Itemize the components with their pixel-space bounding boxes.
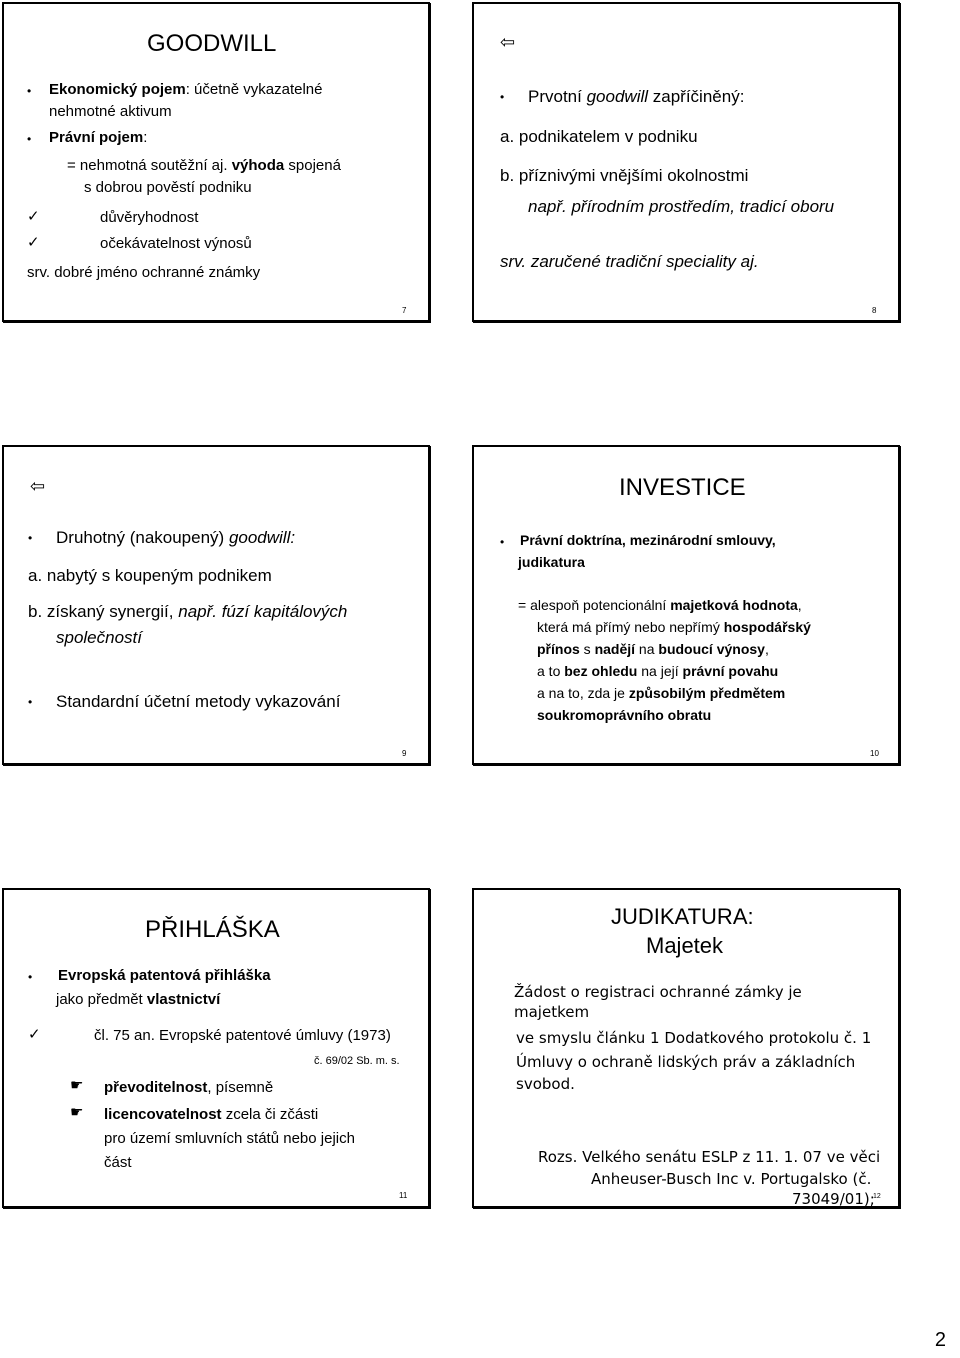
text-line: Anheuser-Busch Inc v. Portugalsko (č. xyxy=(591,1170,872,1188)
bullet-icon: • xyxy=(27,132,32,146)
text-line: srv. zaručené tradiční speciality aj. xyxy=(500,252,759,271)
text-line: nehmotné aktivum xyxy=(49,103,172,120)
text-line: licencovatelnost zcela či zčásti xyxy=(104,1106,319,1123)
slide-title: GOODWILL xyxy=(147,30,277,57)
slide-8 xyxy=(472,2,900,322)
text-line: důvěryhodnost xyxy=(100,209,199,226)
text-line: přínos s nadějí na budoucí výnosy, xyxy=(537,641,769,657)
text-line: např. přírodním prostředím, tradicí oboru xyxy=(528,197,835,216)
left-arrow-icon: ⇦ xyxy=(30,476,46,496)
text-line: převoditelnost, písemně xyxy=(104,1079,274,1096)
text-line: b. příznivými vnějšími okolnostmi xyxy=(500,166,749,185)
slide-number: 8 xyxy=(872,306,877,315)
text-line: čl. 75 an. Evropské patentové úmluvy (1973) xyxy=(94,1027,391,1044)
bullet-icon: • xyxy=(28,695,33,709)
text-line: s dobrou pověstí podniku xyxy=(84,179,252,196)
text-line: = nehmotná soutěžní aj. výhoda spojená xyxy=(67,157,341,174)
text-line: která má přímý nebo nepřímý hospodářský xyxy=(537,619,811,635)
pointing-hand-icon: ☛ xyxy=(70,1077,84,1094)
text-line: a. nabytý s koupeným podnikem xyxy=(28,566,272,585)
text-line: Právní doktrína, mezinárodní smlouvy, xyxy=(520,532,776,548)
text-line: ve smyslu článku 1 Dodatkového protokolu č. 1 xyxy=(516,1029,872,1047)
slide-12 xyxy=(472,888,900,1208)
slide-number: 11 xyxy=(399,1191,408,1200)
bullet-icon: • xyxy=(27,84,32,98)
text-line: očekávatelnost výnosů xyxy=(100,235,252,252)
text-line: č. 69/02 Sb. m. s. xyxy=(314,1055,400,1067)
text-line: Prvotní goodwill zapříčiněný: xyxy=(528,87,745,106)
text-line: a na to, zda je způsobilým předmětem xyxy=(537,685,786,701)
check-icon: ✓ xyxy=(27,208,40,225)
pointing-hand-icon: ☛ xyxy=(70,1104,84,1121)
check-icon: ✓ xyxy=(27,234,40,251)
slide-11 xyxy=(2,888,430,1208)
slide-number: 10 xyxy=(870,749,879,758)
page-number: 2 xyxy=(934,1329,946,1351)
bullet-icon: • xyxy=(28,531,33,545)
text-line: majetkem xyxy=(514,1003,590,1021)
text-line: srv. dobré jméno ochranné známky xyxy=(27,264,261,281)
text-line: Evropská patentová přihláška xyxy=(58,967,271,984)
text-line: jako předmět vlastnictví xyxy=(56,991,221,1008)
left-arrow-icon: ⇦ xyxy=(500,32,516,52)
text-line: a to bez ohledu na její právní povahu xyxy=(537,663,779,679)
slide-number: 12 xyxy=(873,1193,881,1200)
text-line: pro území smluvních států nebo jejich xyxy=(104,1130,355,1147)
text-line: 73049/01); xyxy=(792,1190,875,1208)
text-line: Úmluvy o ochraně lidských práv a základních xyxy=(516,1053,856,1071)
text-line: část xyxy=(104,1154,132,1171)
bullet-icon: • xyxy=(500,535,505,549)
text-line: společností xyxy=(56,628,142,647)
text-line: Rozs. Velkého senátu ESLP z 11. 1. 07 ve věci xyxy=(538,1148,881,1166)
text-line: soukromoprávního obratu xyxy=(537,707,712,723)
slide-7 xyxy=(2,2,430,322)
text-line: Standardní účetní metody vykazování xyxy=(56,692,341,711)
text-line: = alespoň potencionální majetková hodnota, xyxy=(518,597,802,613)
slide-10 xyxy=(472,445,900,765)
text-line: Právní pojem: xyxy=(49,129,148,146)
slide-number: 9 xyxy=(402,749,407,758)
slide-title: INVESTICE xyxy=(619,474,746,501)
text-line: b. získaný synergií, např. fúzí kapitálových xyxy=(28,602,348,621)
bullet-icon: • xyxy=(500,90,505,104)
slide-title: JUDIKATURA: xyxy=(611,904,754,929)
text-line: a. podnikatelem v podniku xyxy=(500,127,698,146)
text-line: Ekonomický pojem: účetně vykazatelné xyxy=(49,81,323,98)
text-line: svobod. xyxy=(516,1075,575,1093)
check-icon: ✓ xyxy=(28,1026,41,1043)
text-line: judikatura xyxy=(518,554,585,570)
slide-9 xyxy=(2,445,430,765)
slide-title: PŘIHLÁŠKA xyxy=(145,916,280,943)
slide-title: Majetek xyxy=(646,933,724,958)
text-line: Žádost o registraci ochranné zámky je xyxy=(514,983,802,1001)
slide-number: 7 xyxy=(402,306,407,315)
text-line: Druhotný (nakoupený) goodwill: xyxy=(56,528,296,547)
bullet-icon: • xyxy=(28,970,33,984)
